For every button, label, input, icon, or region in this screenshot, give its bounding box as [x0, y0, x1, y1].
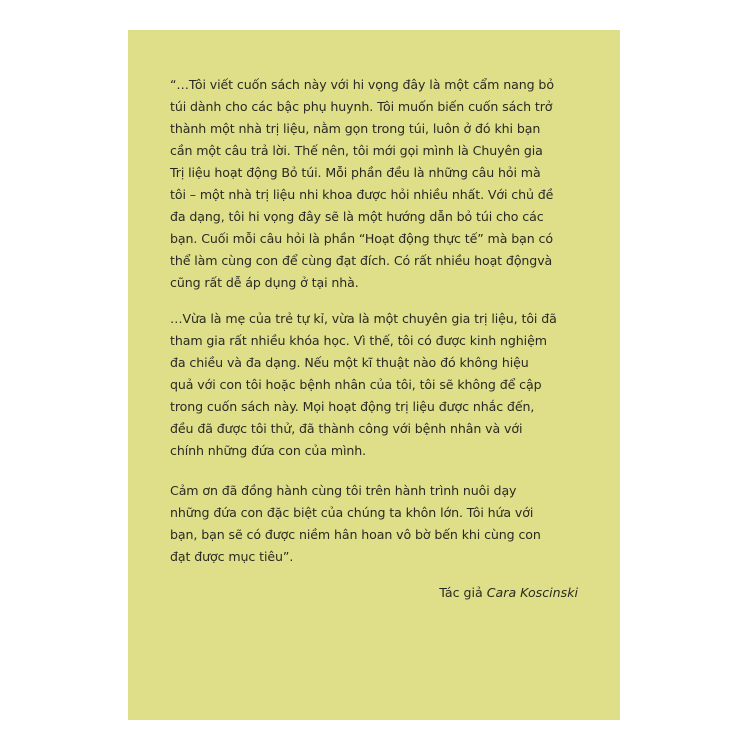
text-line: chính những đứa con của mình.	[170, 443, 367, 458]
text-line: bạn. Cuối mỗi câu hỏi là phần “Hoạt động thực tế” mà bạn có	[170, 231, 553, 246]
quote-paragraph-2	[170, 308, 578, 462]
author-credit	[170, 582, 578, 604]
quote-paragraph-3	[170, 480, 578, 568]
text-line: Cảm ơn đã đồng hành cùng tôi trên hành trình nuôi dạy	[170, 483, 517, 498]
text-line: cũng rất dễ áp dụng ở tại nhà.	[170, 275, 359, 290]
text-line: cần một câu trả lời. Thế nên, tôi mới gọi mình là Chuyên gia	[170, 143, 543, 158]
text-line: Trị liệu hoạt động Bỏ túi. Mỗi phần đều là những câu hỏi mà	[170, 165, 541, 180]
text-line: đa chiều và đa dạng. Nếu một kĩ thuật nào đó không hiệu	[170, 355, 529, 370]
back-cover	[128, 30, 620, 720]
text-line: đạt được mục tiêu”.	[170, 549, 294, 564]
text-line: …Vừa là mẹ của trẻ tự kỉ, vừa là một chuyên gia trị liệu, tôi đã	[170, 311, 557, 326]
quote-paragraph-1	[170, 74, 578, 294]
text-line: bạn, bạn sẽ có được niềm hân hoan vô bờ bến khi cùng con	[170, 527, 541, 542]
author-prefix: Tác giả	[439, 585, 487, 600]
text-line: những đứa con đặc biệt của chúng ta khôn lớn. Tôi hứa với	[170, 505, 534, 520]
text-line: tôi – một nhà trị liệu nhi khoa được hỏi nhiều nhất. Với chủ đề	[170, 187, 554, 202]
text-line: đa dạng, tôi hi vọng đây sẽ là một hướng dẫn bỏ túi cho các	[170, 209, 544, 224]
text-line: thể làm cùng con để cùng đạt đích. Có rất nhiều hoạt độngvà	[170, 253, 553, 268]
text-line: túi dành cho các bậc phụ huynh. Tôi muốn biến cuốn sách trở	[170, 99, 553, 114]
text-line: “…Tôi viết cuốn sách này với hi vọng đây là một cẩm nang bỏ	[170, 77, 554, 92]
text-line: trong cuốn sách này. Mọi hoạt động trị liệu được nhắc đến,	[170, 399, 535, 414]
text-line: tham gia rất nhiều khóa học. Vì thế, tôi có được kinh nghiệm	[170, 333, 547, 348]
text-line: thành một nhà trị liệu, nằm gọn trong túi, luôn ở đó khi bạn	[170, 121, 541, 136]
text-line: đều đã được tôi thử, đã thành công với bệnh nhân và với	[170, 421, 523, 436]
author-name: Cara Koscinski	[486, 585, 578, 600]
text-line: quả với con tôi hoặc bệnh nhân của tôi, tôi sẽ không để cập	[170, 377, 542, 392]
